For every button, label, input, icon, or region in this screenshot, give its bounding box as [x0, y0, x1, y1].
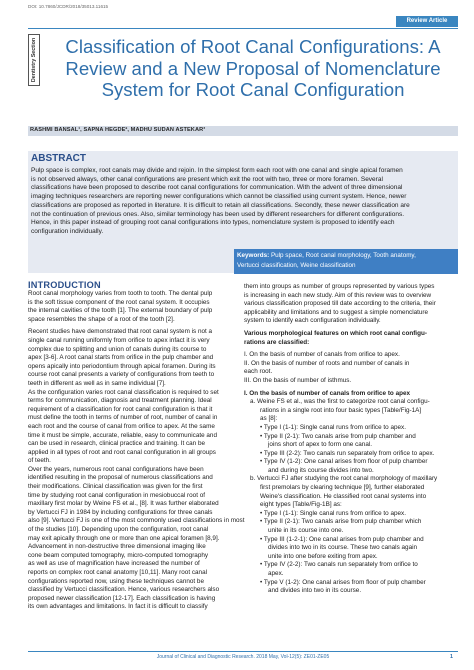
right-column-line: II. On the basis of number of roots and number of canals in: [244, 359, 410, 367]
header-rule: [28, 28, 458, 29]
intro-line: maxillary first molar by Weine FS et al., [8]. It was further elaborated: [28, 500, 219, 508]
intro-line: configurations reported now, using these techniques cannot be: [28, 577, 204, 585]
article-title: [48, 36, 458, 101]
right-column-line: III. On the basis of number of isthmus.: [244, 376, 352, 384]
intro-line: each root and the course of canal from orifice to apex. At the same: [28, 422, 215, 430]
right-column-line: applicability and limitations and to suggest a simple nomenclature: [244, 308, 429, 316]
intro-line: Root canal morphology varies from tooth to tooth. The dental pulp: [28, 290, 213, 297]
right-column-line: apex.: [268, 570, 284, 577]
right-column-line: joins short of apex to form one canal.: [268, 441, 373, 449]
intro-line: complex due to splitting and union of canals during its course to: [28, 345, 207, 353]
abstract-line: Hence, in this paper instead of grouping root canal configurations into types, nomenclature system is proposed to identify each: [31, 219, 395, 227]
intro-line: is the soft tissue component of the root canal system. It occupies: [28, 298, 210, 306]
intro-line: of teeth.: [28, 457, 51, 465]
author-list: RASHMI BANSAL¹, SAPNA HEGDE², MADHU SUDAN ASTEKAR³: [30, 127, 206, 133]
intro-line: classified by Vertucci classification. Hence, various researchers also: [28, 586, 220, 594]
introduction-heading: INTRODUCTION: [28, 280, 101, 290]
intro-line: the internal cavities of the tooth [1]. The external boundary of pulp: [28, 307, 213, 315]
intro-line: Advancement in non-destructive three dimensional imaging like: [28, 543, 206, 551]
intro-line: cone beam computed tomography, micro-computed tomography: [28, 551, 209, 559]
intro-line: time it must be simple, accurate, reliable, easy to communicate and: [28, 431, 217, 439]
right-column-line: I. On the basis of number of canals from orifice to apex: [244, 389, 411, 397]
page-number: 1: [450, 654, 453, 660]
right-column-line: • Type I (1-1): Single canal runs from orifice to apex.: [260, 509, 406, 517]
right-column-line: is increasing in each new study. Aim of this review was to overview: [244, 291, 432, 299]
right-column-line: as [8]:: [260, 415, 278, 423]
title-line: Review and a New Proposal of Nomenclature: [65, 57, 441, 79]
right-column-line: and during its course divides into two.: [268, 466, 374, 474]
section-label: Dentistry Section: [31, 37, 37, 83]
keywords-values: Pulp space, Root canal morphology, Tooth anatomy,: [269, 252, 416, 259]
intro-line: of the studies [10]. Depending upon the configuration, root canal: [28, 526, 209, 534]
intro-line: opens apically into periodontium through apical foramen. During its: [28, 362, 216, 370]
right-column-line: • Type III (1-2-1): One canal arises from pulp chamber and: [260, 535, 424, 543]
introduction-column: [28, 290, 245, 612]
right-column-line: unite in its course into one.: [268, 527, 344, 535]
footer-rule: [28, 651, 458, 652]
journal-footer: Journal of Clinical and Diagnostic Research. 2018 May, Vol-12(5): ZE01-ZE05: [156, 654, 330, 660]
abstract-line: imaging techniques researchers are reporting newer configurations which cannot be classified using current system. Hence, newer: [31, 193, 407, 201]
right-column-line: eight types [Table/Fig-1B] as:: [260, 501, 342, 509]
abstract-line: not the continuation of previous ones. Also, similar terminology has been used by different researchers for different configurations.: [31, 210, 405, 218]
title-line: System for Root Canal Configuration: [101, 79, 405, 100]
intro-line: apex [3-6]. A root canal starts from orifice in the pulp chamber and: [28, 354, 214, 362]
section-tab: [28, 34, 40, 86]
intro-line: Over the years, numerous root canal configurations have been: [28, 465, 204, 473]
abstract-line: Pulp space is complex, root canals may divide and rejoin. In the simplest form each root with one canal and single apical foramen: [31, 167, 403, 174]
right-column-line: and divides into two in its course.: [268, 587, 362, 595]
article-type-badge: Review Article: [396, 16, 458, 27]
intro-line: proposed newer classification [12-17]. Each classification is having: [28, 594, 216, 602]
right-column: [244, 283, 458, 596]
right-column-line: I. On the basis of number of canals from orifice to apex.: [244, 351, 400, 359]
title-line: Classification of Root Canal Configurations: A: [65, 36, 441, 57]
abstract-line: configuration individually.: [31, 227, 104, 235]
intro-line: as well as use of magnification have increased the number of: [28, 560, 200, 568]
intro-line: can be used in research, clinical practice and training. It can be: [28, 440, 206, 448]
intro-line: requirement of a classification for root canal configuration is that it: [28, 405, 213, 413]
abstract-heading: ABSTRACT: [31, 153, 86, 164]
intro-line: applied in all types of root and root canal configuration in all groups: [28, 448, 216, 456]
right-column-line: • Type I (1-1): Single canal runs from orifice to apex.: [260, 423, 406, 431]
intro-line: course root canal presents a variety of configurations from teeth to: [28, 371, 215, 379]
right-column-line: rations are classified:: [244, 338, 310, 346]
right-column-line: • Type IV (2-2): Two canals run separately from orifice to: [260, 561, 418, 569]
right-column-line: • Type IV (1-2): One canal arises from floor of pulp chamber: [260, 458, 428, 466]
right-column-line: each root.: [244, 368, 273, 376]
intro-line: As the configuration varies root canal classification is required to set: [28, 388, 219, 396]
keywords-label: Keywords:: [237, 252, 270, 259]
right-column-line: rations in a single root into four basic types [Table/Fig-1A]: [260, 406, 422, 414]
right-column-line: a. Weine FS et al., was the first to categorize root canal configu-: [250, 398, 430, 406]
intro-line: their modifications. Clinical classification was given for the first: [28, 483, 203, 491]
keywords-line: Vertucci classification, Weine classification: [237, 262, 356, 269]
right-column-line: • Type II (2-1): Two canals arise from pulp chamber and: [260, 432, 416, 440]
intro-line: space resembles the shape of a root of the tooth [2].: [28, 315, 175, 323]
abstract-line: classifications are proposed as reported in literature. It is difficult to retain all classifications. Secondly, these newer classification are: [31, 201, 410, 209]
right-column-line: • Type V (1-2): One canal arises from floor of pulp chamber: [260, 578, 426, 586]
right-column-line: • Type III (2-2): Two canals run separately from orifice to apex.: [260, 449, 435, 457]
intro-line: may exit apically through one or more than one apical foramen [8,9].: [28, 534, 220, 542]
intro-line: also [9]. Vertucci FJ is one of the most commonly used classifications in most: [28, 517, 245, 525]
right-column-line: system to identify each configuration individually.: [244, 317, 381, 325]
intro-line: by Vertucci FJ in 1984 by including configurations for three canals: [28, 508, 213, 516]
right-column-line: unite into one before exiting from apex.: [268, 552, 378, 560]
abstract-line: classifications have been proposed to describe root canal configurations for communication. With the advent of three dimensional: [31, 184, 403, 192]
keywords-text: [237, 251, 457, 271]
right-column-line: Weine's classification. He classified root canal systems into: [260, 492, 427, 500]
intro-line: must define the tooth in terms of number of root, number of canal in: [28, 414, 218, 422]
abstract-text: [31, 167, 455, 237]
right-column-line: b. Vertucci FJ after studying the root canal morphology of maxillary: [250, 475, 438, 483]
keywords-line: [237, 251, 457, 261]
intro-line: identified resulting in the proposal of numerous classifications and: [28, 474, 213, 482]
abstract-line: is not observed always, other canal configurations are present which exit the root with two, three or more foramen. Several: [31, 175, 383, 183]
intro-line: reports on complex root canal anatomy [10,11]. Many root canal: [28, 569, 208, 576]
right-column-line: first premolars by clearing technique [9], further elaborated: [260, 484, 425, 492]
intro-line: terms for communication, diagnosis and treatment planning. Ideal: [28, 397, 212, 405]
intro-line: Recent studies have demonstrated that root canal system is not a: [28, 328, 213, 336]
right-column-line: divides into two in its course. These two canals again: [268, 544, 418, 552]
right-column-line: • Type II (2-1): Two canals arise from pulp chamber which: [260, 518, 422, 526]
intro-line: time by studying root canal configuration in mesiobuccal root of: [28, 491, 206, 499]
right-column-line: them into groups as number of groups represented by various types: [244, 283, 435, 290]
doi-line: DOI: 10.7860/JCDR/2018/35013.11615: [28, 4, 109, 9]
intro-line: its own advantages and limitations. In fact it is difficult to classify: [28, 603, 208, 611]
right-column-line: Various morphological features on which root canal configu-: [244, 329, 427, 337]
right-column-line: various classification proposed till date according to the criteria, their: [244, 300, 436, 308]
intro-line: single canal running uniformly from orifice to apex infact it is very: [28, 336, 210, 344]
intro-line: teeth in different as well as in same individual [7].: [28, 379, 166, 387]
